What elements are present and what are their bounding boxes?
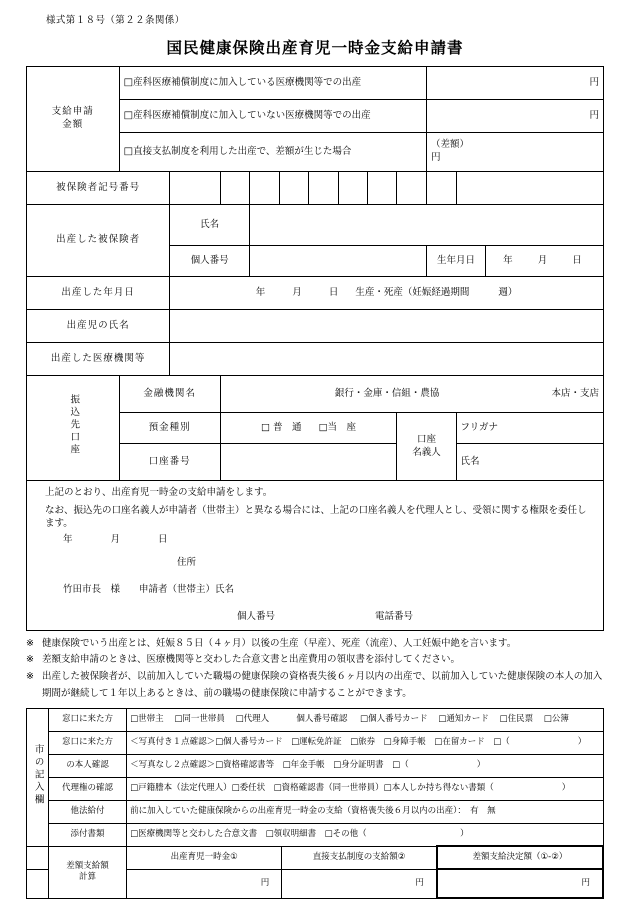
visitor-option-1[interactable]: □世帯主 (130, 714, 164, 725)
otherlaw-text[interactable]: 前に加入していた健康保険からの出産育児一時金の支給（資格喪失後６月以内の出産）： 有 無 (127, 800, 603, 823)
birthdate-day: 日 (572, 254, 586, 266)
page-title: 国民健康保険出産育児一時金支給申請書 (166, 39, 464, 57)
calc-value-1[interactable] (127, 869, 282, 898)
deposit-touza-checkbox[interactable]: □当 座 (318, 421, 357, 433)
account-number-value[interactable] (220, 444, 397, 481)
calc-head-3: 差額支給決定額（①-②） (437, 846, 603, 869)
calc-label-l2: 計算 (79, 872, 97, 883)
amount-row-1-value[interactable] (427, 67, 604, 100)
mynumber-confirm-label: 個人番号確認 (287, 714, 348, 725)
identity-photo-line[interactable]: ＜写真付き１点確認＞□個人番号カード □運転免許証 □旅券 □身障手帳 □在留カード □（ ） (127, 731, 603, 754)
amount-row-3-checkbox[interactable]: □ (123, 146, 134, 158)
bank-name-label: 金融機関名 (119, 376, 220, 413)
proxy-label: 代理権の確認 (49, 777, 127, 800)
attachments-label: 添付書類 (49, 823, 127, 846)
deposit-futsu-checkbox[interactable]: □ 普 通 (261, 421, 302, 433)
mynumber-label: 個人番号 (170, 246, 250, 277)
deposit-type-label: 預金種別 (119, 413, 220, 444)
office-row-identity-1 (27, 731, 604, 754)
account-holder-label-l1: 口座 (416, 433, 436, 445)
birthdate-month: 月 (537, 254, 552, 266)
furigana-label: フリガナ (460, 421, 499, 433)
calc-value-3[interactable] (437, 869, 603, 898)
calc-value-2[interactable] (282, 869, 437, 898)
note-text-1: 健康保険でいう出産とは、妊娠８５日（４ヶ月）以後の生産（早産）、死産（流産）、人工妊娠中絶を言います。 (42, 637, 517, 649)
note-item-3 (26, 670, 604, 685)
office-row-otherlaw (27, 800, 604, 823)
insured-symbol-box-3[interactable] (250, 172, 279, 205)
birth-weeks-label: 週） (498, 286, 518, 298)
account-number-label: 口座番号 (119, 444, 220, 481)
tel-bottom-label: 電話番号 (375, 610, 414, 622)
calc-blank-2 (27, 869, 49, 898)
note-mark-3: ※ (26, 671, 34, 683)
calc-label-l1: 差額支給額 (66, 861, 109, 872)
birth-date-y: 年 (255, 286, 266, 298)
amount-row-3-text[interactable] (119, 133, 426, 172)
address-label: 住所 (177, 557, 197, 569)
insured-mynumber-value[interactable] (250, 246, 427, 277)
mynumber-bottom-label: 個人番号 (237, 610, 276, 622)
amount-row-2-label: 産科医療補償制度に加入していない医療機関等での出産 (133, 110, 371, 122)
otherlaw-label: 他法給付 (49, 800, 127, 823)
note-mark-2: ※ (26, 654, 34, 666)
child-name-row (27, 310, 604, 343)
bank-kinds-label: 銀行・金庫・信組・農協 (334, 387, 440, 399)
insured-symbol-box-2[interactable] (220, 172, 249, 205)
birth-date-d: 日 (328, 286, 339, 298)
insured-person-label: 出産した被保険者 (27, 205, 170, 277)
amount-row-2-value[interactable] (427, 100, 604, 133)
birth-label: 生年月日 (427, 246, 486, 277)
note-item-4 (26, 687, 604, 702)
deposit-type-value[interactable] (220, 413, 397, 444)
account-holder-label (397, 413, 456, 481)
calc-blank (27, 846, 49, 869)
name-label: 氏名 (170, 205, 250, 246)
visitor-options[interactable] (127, 708, 603, 731)
amount-row-1-checkbox[interactable]: □ (123, 77, 134, 89)
identity-label-line2: の本人確認 (49, 754, 127, 777)
holder-name-label: 氏名 (460, 455, 480, 467)
amount-row-1-text[interactable] (119, 67, 426, 100)
note-text-4: 期間が継続して１年以上あるときは、前の職場の健康保険に申請することができます。 (42, 687, 412, 699)
office-vertical-label: 市の記入欄 (27, 708, 49, 846)
note-text-2: 差額支給申請のときは、医療機関等と交わした合意文書と出産費用の領収書を添付してください。 (42, 654, 461, 666)
statement-block (27, 481, 604, 631)
calc-unit-2: 円 (415, 878, 424, 889)
birth-date-label: 出産した年月日 (27, 277, 170, 310)
amount-row-3-sub-label: （差額） (431, 139, 470, 151)
insured-symbol-box-4[interactable] (279, 172, 308, 205)
statement-date-line[interactable]: 年 月 日 (63, 534, 168, 546)
identity-label-line1: 窓口に来た方 (49, 731, 127, 754)
amount-row-1-label: 産科医療補償制度に加入している医療機関等での出産 (133, 77, 362, 89)
calc-unit-1: 円 (260, 878, 270, 889)
proxy-options[interactable]: □戸籍謄本（法定代理人）□委任状 □資格確認書（同一世帯員）□本人しか持ち得ない書類（ ） (127, 777, 603, 800)
statement-row (27, 481, 604, 631)
amount-label-line1: 支給申請 (51, 106, 94, 118)
office-row-calc-head (27, 846, 604, 869)
note-mark-1: ※ (26, 637, 34, 649)
insured-symbol-blank (456, 172, 604, 205)
birthdate-value[interactable] (485, 246, 603, 277)
calc-head-1: 出産育児一時金① (127, 846, 282, 869)
insured-symbol-label: 被保険者記号番号 (27, 172, 170, 205)
visitor-option-7[interactable]: □公簿 (543, 714, 569, 725)
amount-label (27, 67, 120, 172)
notes-block (26, 637, 604, 702)
amount-row-2-checkbox[interactable]: □ (123, 110, 134, 122)
office-row-visitor (27, 708, 604, 731)
transfer-vertical-label: 振込先口座 (27, 376, 120, 481)
identity-nophoto-line[interactable]: ＜写真なし２点確認＞□資格確認書等 □年金手帳 □身分証明書 □（ ） (127, 754, 603, 777)
statement-line-2: なお、振込先の口座名義人が申請者（世帯主）と異なる場合には、上記の口座名義人を代理人とし、受領に関する権限を委任します。 (45, 504, 587, 529)
calc-unit-3: 円 (581, 878, 590, 889)
office-row-attachments (27, 823, 604, 846)
holder-name-value[interactable] (456, 444, 604, 481)
birthdate-year: 年 (503, 254, 517, 266)
bank-name-value[interactable] (220, 376, 603, 413)
amount-row-2-unit: 円 (589, 109, 599, 121)
branch-kinds-label: 本店・支店 (551, 387, 599, 399)
visitor-option-4[interactable]: □個人番号カード (360, 714, 428, 725)
visitor-option-3[interactable]: □代理人 (235, 714, 270, 725)
insured-symbol-box-6[interactable] (338, 172, 367, 205)
statement-line-1: 上記のとおり、出産育児一時金の支給申請をします。 (45, 487, 273, 498)
insured-symbol-row (27, 172, 604, 205)
main-form-table (26, 66, 604, 631)
calc-head-2: 直接支払制度の支給額② (282, 846, 437, 869)
form-number: 様式第１８号（第２２条関係） (46, 15, 185, 26)
insured-person-name-row (27, 205, 604, 246)
account-holder-label-l2: 名義人 (412, 446, 441, 458)
amount-label-line2: 金額 (62, 119, 84, 130)
institution-row (27, 343, 604, 376)
furigana-value[interactable] (456, 413, 604, 444)
insured-symbol-box-1[interactable] (170, 172, 221, 205)
amount-row-1 (27, 67, 604, 100)
amount-row-1-unit: 円 (589, 76, 599, 88)
visitor-option-6[interactable]: □住民票 (499, 714, 534, 725)
mayor-applicant-line: 竹田市長 様 申請者（世帯主）氏名 (63, 584, 235, 596)
note-item-2 (26, 653, 604, 668)
visitor-option-2[interactable]: □同一世帯員 (174, 714, 225, 725)
bank-name-row (27, 376, 604, 413)
insured-symbol-box-5[interactable] (309, 172, 338, 205)
child-name-label: 出産児の氏名 (27, 310, 170, 343)
attachments-text[interactable]: □医療機関等と交わした合意文書 □領収明細書 □その他（ ） (127, 823, 603, 846)
visitor-option-5[interactable]: □通知カード (438, 714, 489, 725)
office-use-table (26, 708, 604, 900)
visitor-label: 窓口に来た方 (49, 708, 127, 731)
insured-symbol-box-7[interactable] (368, 172, 397, 205)
institution-value[interactable] (170, 343, 604, 376)
birth-date-value[interactable] (170, 277, 604, 310)
amount-row-3-label: 直接支払制度を利用した出産で、差額が生じた場合 (133, 146, 352, 158)
calc-label (49, 846, 127, 898)
amount-row-3-value[interactable] (427, 133, 604, 172)
note-text-3: 出産した被保険者が、以前加入していた職場の健康保険の資格喪失後６ヶ月以内の出産で、以前加入していた健康保険の本人の加入 (42, 671, 603, 683)
amount-row-3-unit: 円 (431, 152, 441, 163)
insured-symbol-box-8[interactable] (397, 172, 427, 205)
office-row-identity-2 (27, 754, 604, 777)
insured-symbol-box-9[interactable] (427, 172, 456, 205)
office-row-proxy (27, 777, 604, 800)
insured-name-value[interactable] (250, 205, 604, 246)
birth-date-m: 月 (292, 286, 302, 298)
institution-label: 出産した医療機関等 (27, 343, 170, 376)
birth-kind-label: 生産・死産（妊娠経過期間 (355, 286, 470, 298)
birth-date-row (27, 277, 604, 310)
amount-row-2-text[interactable] (119, 100, 426, 133)
note-item-1 (26, 637, 604, 652)
child-name-value[interactable] (170, 310, 604, 343)
